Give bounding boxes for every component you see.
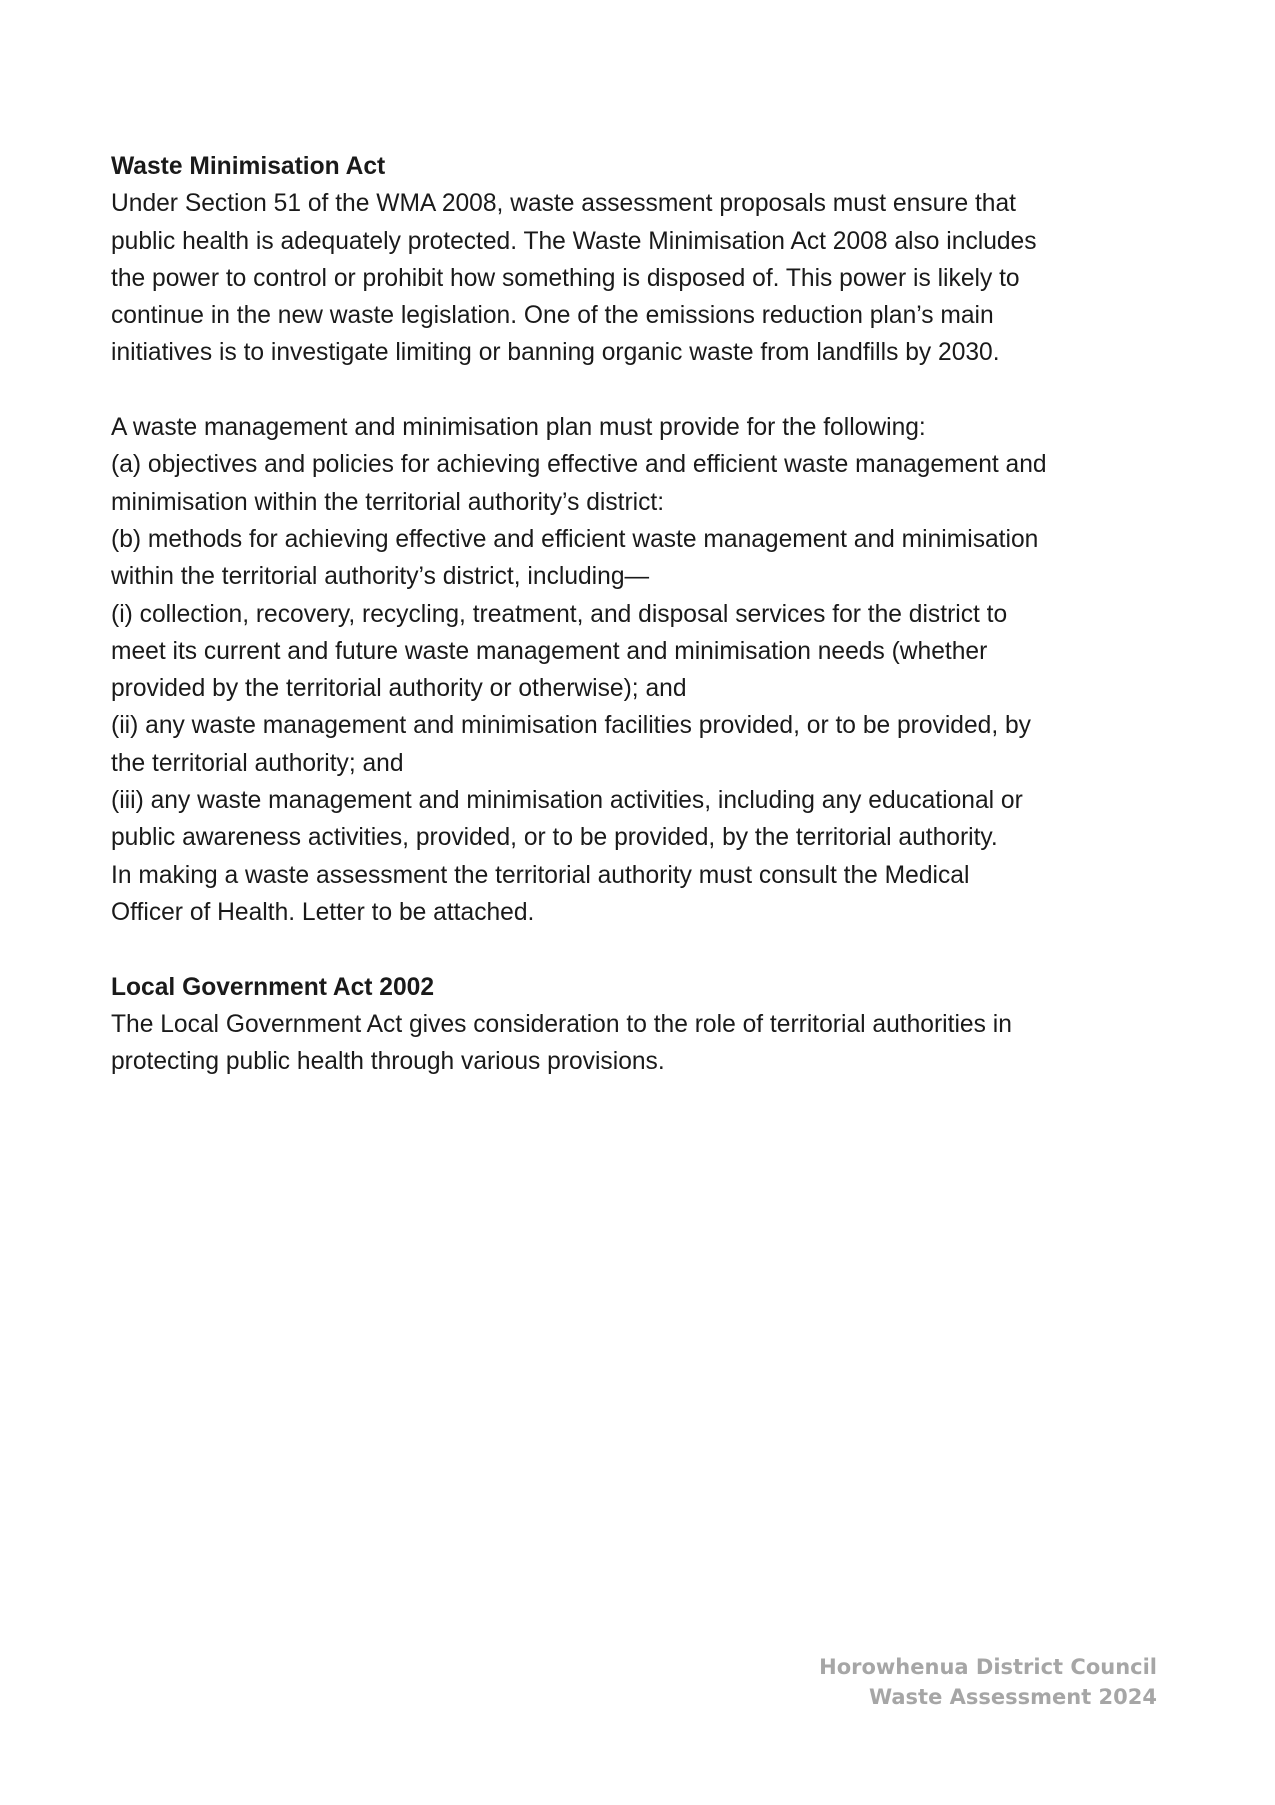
footer-document-title: Waste Assessment 2024: [868, 1685, 1157, 1709]
text-line: initiatives is to investigate limiting or banning organic waste from landfills by 2030.: [111, 339, 1000, 367]
wma-paragraph-2: [111, 409, 1151, 931]
text-line: provided by the territorial authority or otherwise); and: [111, 675, 687, 703]
text-line: In making a waste assessment the territorial authority must consult the Medical: [111, 861, 970, 889]
text-line: protecting public health through various provisions.: [111, 1048, 665, 1076]
text-line: (ii) any waste management and minimisation facilities provided, or to be provided, by: [111, 712, 1031, 740]
lga-paragraph-1: [111, 1006, 1151, 1081]
text-line: continue in the new waste legislation. One of the emissions reduction plan’s main: [111, 302, 994, 330]
footer-council-name: Horowhenua District Council: [819, 1655, 1157, 1679]
section-heading-lga: Local Government Act 2002: [111, 973, 435, 1001]
text-line: public health is adequately protected. The Waste Minimisation Act 2008 also includes: [111, 227, 1037, 255]
text-line: (a) objectives and policies for achieving effective and efficient waste management and: [111, 451, 1047, 479]
text-line: (iii) any waste management and minimisation activities, including any educational or: [111, 787, 1023, 815]
text-line: The Local Government Act gives consideration to the role of territorial authorities in: [111, 1010, 1012, 1038]
text-line: public awareness activities, provided, or to be provided, by the territorial authority.: [111, 824, 998, 852]
page-footer: [819, 1652, 1157, 1712]
text-line: minimisation within the territorial authority’s district:: [111, 488, 665, 516]
text-line: A waste management and minimisation plan must provide for the following:: [111, 414, 926, 442]
text-line: meet its current and future waste management and minimisation needs (whether: [111, 637, 988, 665]
text-line: (b) methods for achieving effective and efficient waste management and minimisation: [111, 525, 1039, 553]
paragraph-spacer: [111, 372, 1151, 409]
section-heading-wma: Waste Minimisation Act: [111, 153, 386, 180]
text-line: within the territorial authority’s district, including—: [111, 563, 650, 591]
wma-paragraph-1: [111, 185, 1151, 371]
text-line: Under Section 51 of the WMA 2008, waste assessment proposals must ensure that: [111, 190, 1016, 218]
text-line: Officer of Health. Letter to be attached.: [111, 898, 535, 926]
text-line: the territorial authority; and: [111, 749, 404, 777]
text-line: (i) collection, recovery, recycling, treatment, and disposal services for the district to: [111, 600, 1008, 628]
text-line: the power to control or prohibit how something is disposed of. This power is likely to: [111, 264, 1020, 292]
document-body: [111, 148, 1151, 1080]
paragraph-spacer: [111, 931, 1151, 968]
